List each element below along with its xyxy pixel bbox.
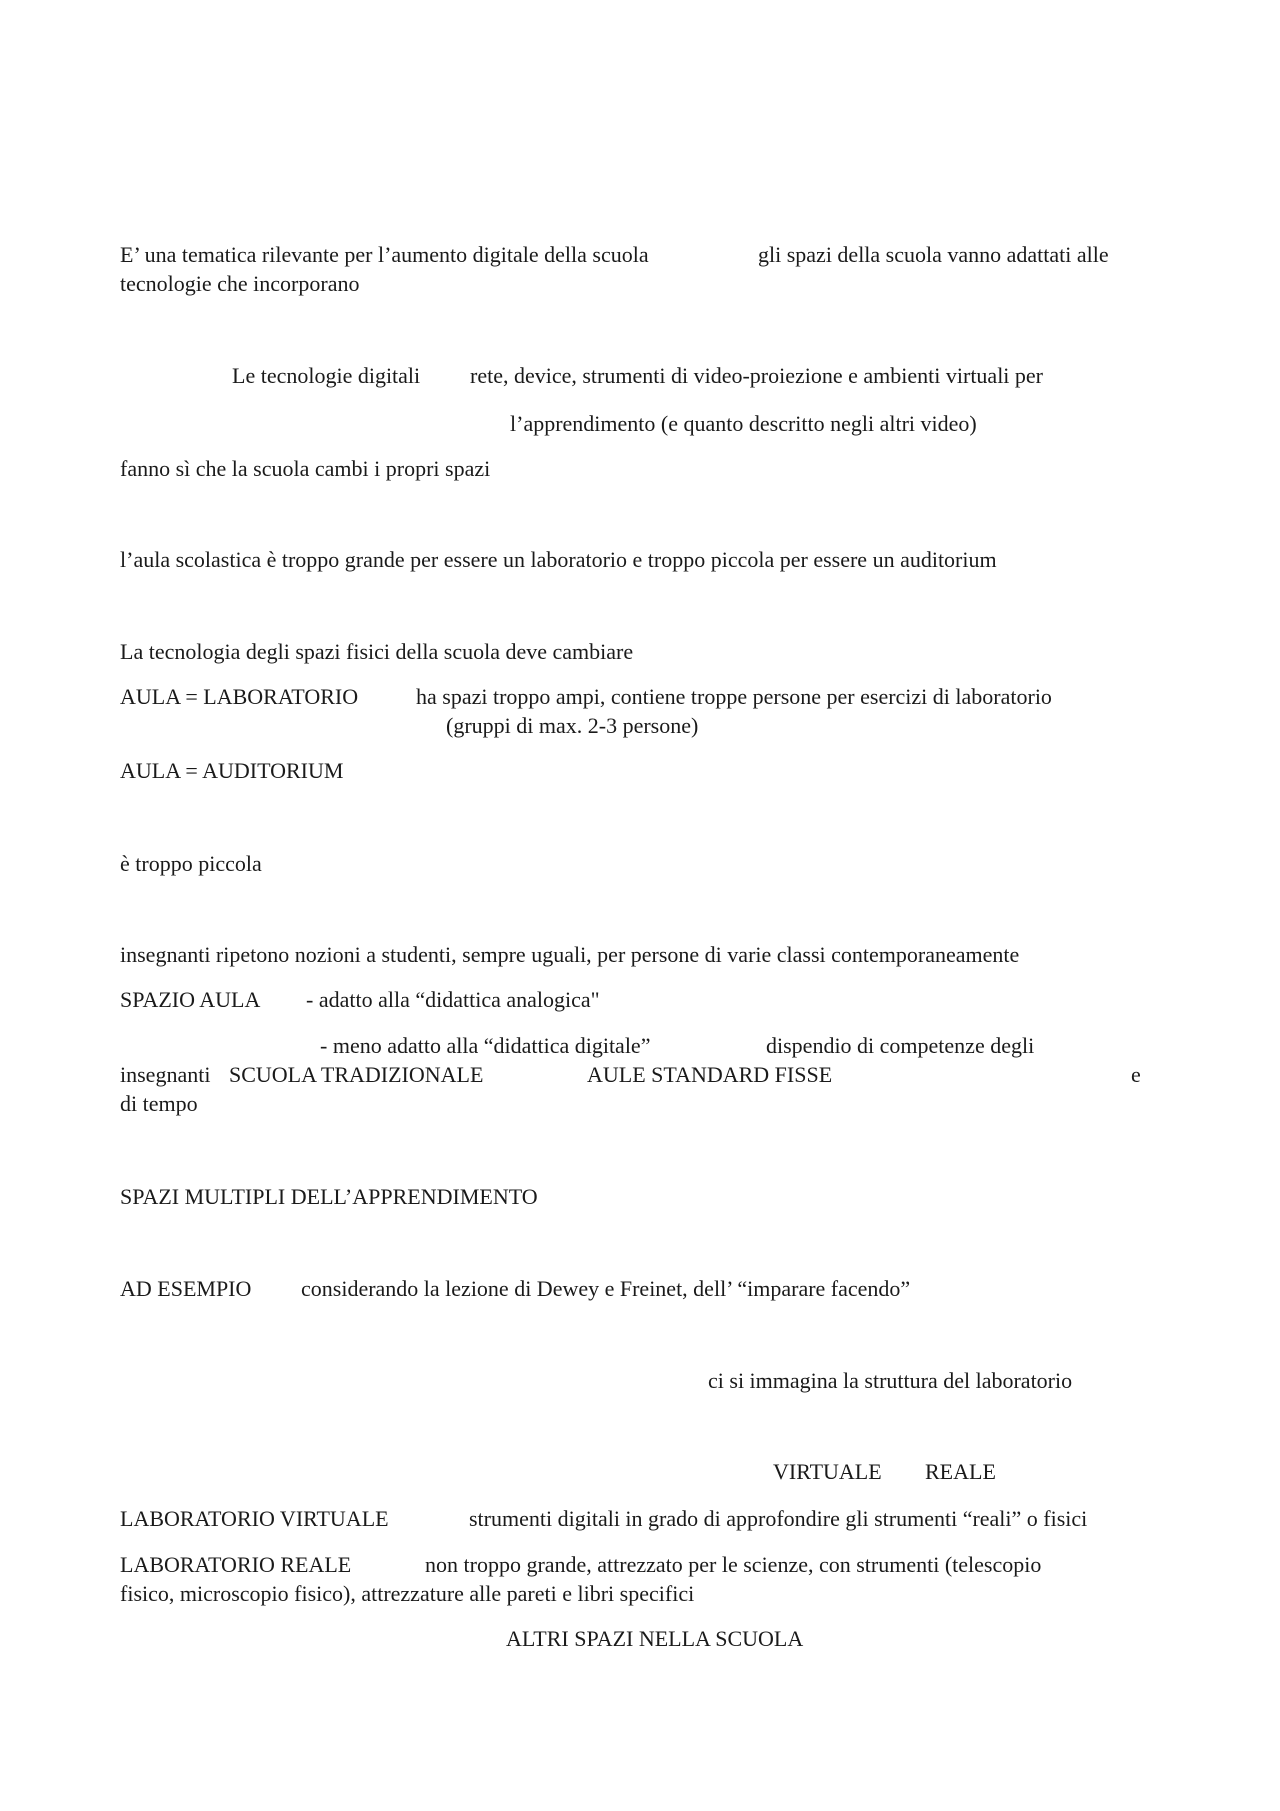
conjunction-e: e [1131,1062,1141,1087]
real-label: REALE [925,1459,996,1484]
real-lab-label: LABORATORIO REALE [120,1552,352,1577]
digital-tech-list: rete, device, strumenti di video-proiezione e ambienti virtuali per [470,363,1044,388]
virtual-label: VIRTUALE [773,1459,882,1484]
spazio-aula-item-analog: - adatto alla “didattica analogica" [306,987,600,1012]
teachers-line: insegnanti ripetono nozioni a studenti, sempre uguali, per persone di varie classi contemporaneamente [120,942,1020,967]
tech-change-line: La tecnologia degli spazi fisici della scuola deve cambiare [120,639,634,664]
multiple-spaces-heading: SPAZI MULTIPLI DELL’APPRENDIMENTO [120,1184,538,1209]
digital-tech-label: Le tecnologie digitali [232,363,421,388]
virtual-lab-label: LABORATORIO VIRTUALE [120,1506,389,1531]
real-lab-text: non troppo grande, attrezzato per le scienze, con strumenti (telescopio [425,1552,1042,1577]
time-word: di tempo [120,1091,198,1116]
aula-laboratorio-label: AULA = LABORATORIO [120,684,359,709]
traditional-school-label: SCUOLA TRADIZIONALE [229,1062,484,1087]
school-spaces-line: fanno sì che la scuola cambi i propri spazi [120,456,491,481]
spazio-aula-item-digital: - meno adatto alla “didattica digitale” [320,1033,651,1058]
example-label: AD ESEMPIO [120,1276,252,1301]
teachers-word: insegnanti [120,1062,211,1087]
aula-laboratorio-continuation: (gruppi di max. 2-3 persone) [446,713,699,738]
example-text: considerando la lezione di Dewey e Freinet, dell’ “imparare facendo” [301,1276,911,1301]
competence-waste-text: dispendio di competenze degli [766,1033,1035,1058]
intro-continuation: tecnologie che incorporano [120,271,360,296]
virtual-lab-text: strumenti digitali in grado di approfondire gli strumenti “reali” o fisici [469,1506,1088,1531]
real-lab-continuation: fisico, microscopio fisico), attrezzature alle pareti e libri specifici [120,1581,695,1606]
intro-consequence: gli spazi della scuola vanno adattati alle [758,242,1109,267]
too-small-line: è troppo piccola [120,851,262,876]
spazio-aula-label: SPAZIO AULA [120,987,261,1012]
lab-structure-line: ci si immagina la struttura del laboratorio [708,1368,1073,1393]
intro-text: E’ una tematica rilevante per l’aumento digitale della scuola [120,242,649,267]
other-spaces-heading: ALTRI SPAZI NELLA SCUOLA [506,1626,804,1651]
aula-laboratorio-text: ha spazi troppo ampi, contiene troppe persone per esercizi di laboratorio [416,684,1052,709]
classroom-size-line: l’aula scolastica è troppo grande per essere un laboratorio e troppo piccola per essere un auditorium [120,547,997,572]
digital-tech-continuation: l’apprendimento (e quanto descritto negli altri video) [510,411,977,436]
aula-auditorium-label: AULA = AUDITORIUM [120,758,344,783]
fixed-classrooms-label: AULE STANDARD FISSE [587,1062,833,1087]
